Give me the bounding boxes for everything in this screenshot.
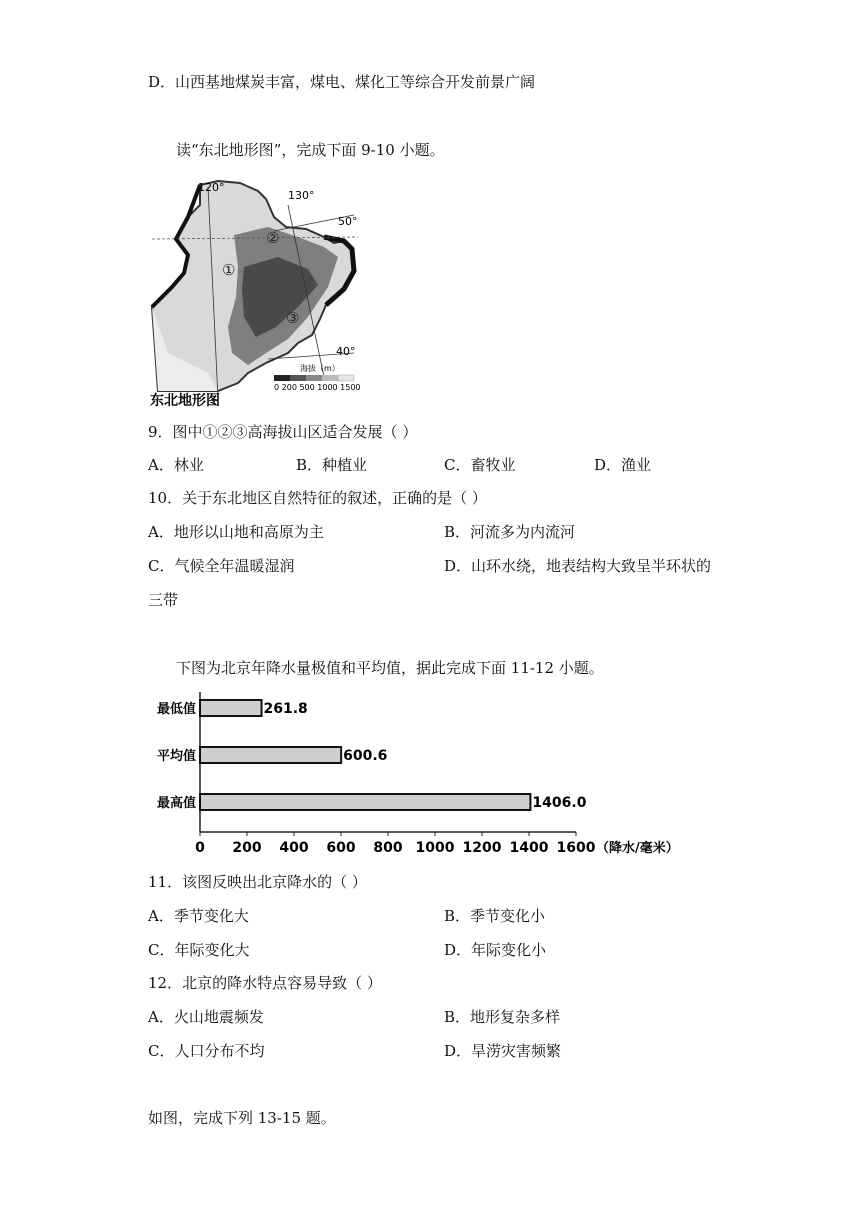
data-label: 600.6 [343,748,388,764]
label-lon-130: 130° [288,189,315,202]
q11-option-a[interactable]: A．季节变化大 [148,907,249,925]
intro-9-10: 读“东北地形图”，完成下面 9-10 小题。 [176,141,445,159]
label-lon-120: 120° [198,181,225,194]
x-tick-label: 0 [195,840,205,856]
q11-option-c[interactable]: C．年际变化大 [148,941,250,959]
q10-option-b[interactable]: B．河流多为内流河 [444,523,576,541]
q10-stem: 10．关于东北地区自然特征的叙述，正确的是（ ） [148,489,487,507]
category-label: 最低值 [156,702,196,717]
q12-option-c[interactable]: C．人口分布不均 [148,1042,265,1060]
x-tick-label: 800 [373,840,403,856]
bar [200,700,262,716]
map-marker-1: ① [222,261,236,279]
beijing-precipitation-chart [148,690,708,860]
legend-ticks: 0 200 500 1000 1500 [274,383,361,392]
intro-13-15: 如图，完成下列 13-15 题。 [148,1109,336,1127]
label-lat-40: 40° [336,345,356,358]
q10-option-a[interactable]: A．地形以山地和高原为主 [148,523,324,541]
bar [200,794,530,810]
q11-option-d[interactable]: D．年际变化小 [444,941,547,959]
q9-option-c[interactable]: C．畜牧业 [444,456,516,474]
category-label: 平均值 [156,749,196,764]
q8-option-d: D．山西基地煤炭丰富，煤电、煤化工等综合开发前景广阔 [148,73,536,91]
x-tick-label: 200 [232,840,262,856]
elevation-legend-bar [274,375,354,381]
x-axis-label: （降水/毫米） [596,841,679,856]
legend-title: 海拔（m） [300,364,340,373]
q10-option-c[interactable]: C．气候全年温暖湿润 [148,557,295,575]
x-tick-label: 1000 [415,840,455,856]
q9-option-d[interactable]: D．渔业 [594,456,652,474]
x-tick-label: 1600 [556,840,596,856]
map-caption: 东北地形图 [150,393,220,409]
q10-option-d[interactable]: D．山环水绕，地表结构大致呈半环状的 [444,557,712,575]
data-label: 1406.0 [532,795,587,811]
q11-stem: 11．该图反映出北京降水的（ ） [148,873,367,891]
x-tick-label: 400 [279,840,309,856]
q12-option-a[interactable]: A．火山地震频发 [148,1008,264,1026]
q12-option-b[interactable]: B．地形复杂多样 [444,1008,561,1026]
category-label: 最高值 [156,796,196,811]
q9-option-b[interactable]: B．种植业 [296,456,368,474]
q12-stem: 12．北京的降水特点容易导致（ ） [148,974,382,992]
x-tick-label: 1200 [462,840,502,856]
q9-option-a[interactable]: A．林业 [148,456,204,474]
q10-option-d-continued: 三带 [148,591,179,609]
q9-stem: 9．图中①②③高海拔山区适合发展（ ） [148,423,418,441]
intro-11-12: 下图为北京年降水量极值和平均值，据此完成下面 11-12 小题。 [176,659,604,677]
map-marker-3: ③ [286,309,300,327]
x-tick-label: 600 [326,840,356,856]
data-label: 261.8 [263,701,308,717]
bar [200,747,341,763]
q11-option-b[interactable]: B．季节变化小 [444,907,546,925]
q12-option-d[interactable]: D．旱涝灾害频繁 [444,1042,562,1060]
map-marker-2: ② [266,229,280,247]
x-tick-label: 1400 [509,840,549,856]
label-lat-50: 50° [338,215,358,228]
northeast-terrain-map [148,177,374,409]
